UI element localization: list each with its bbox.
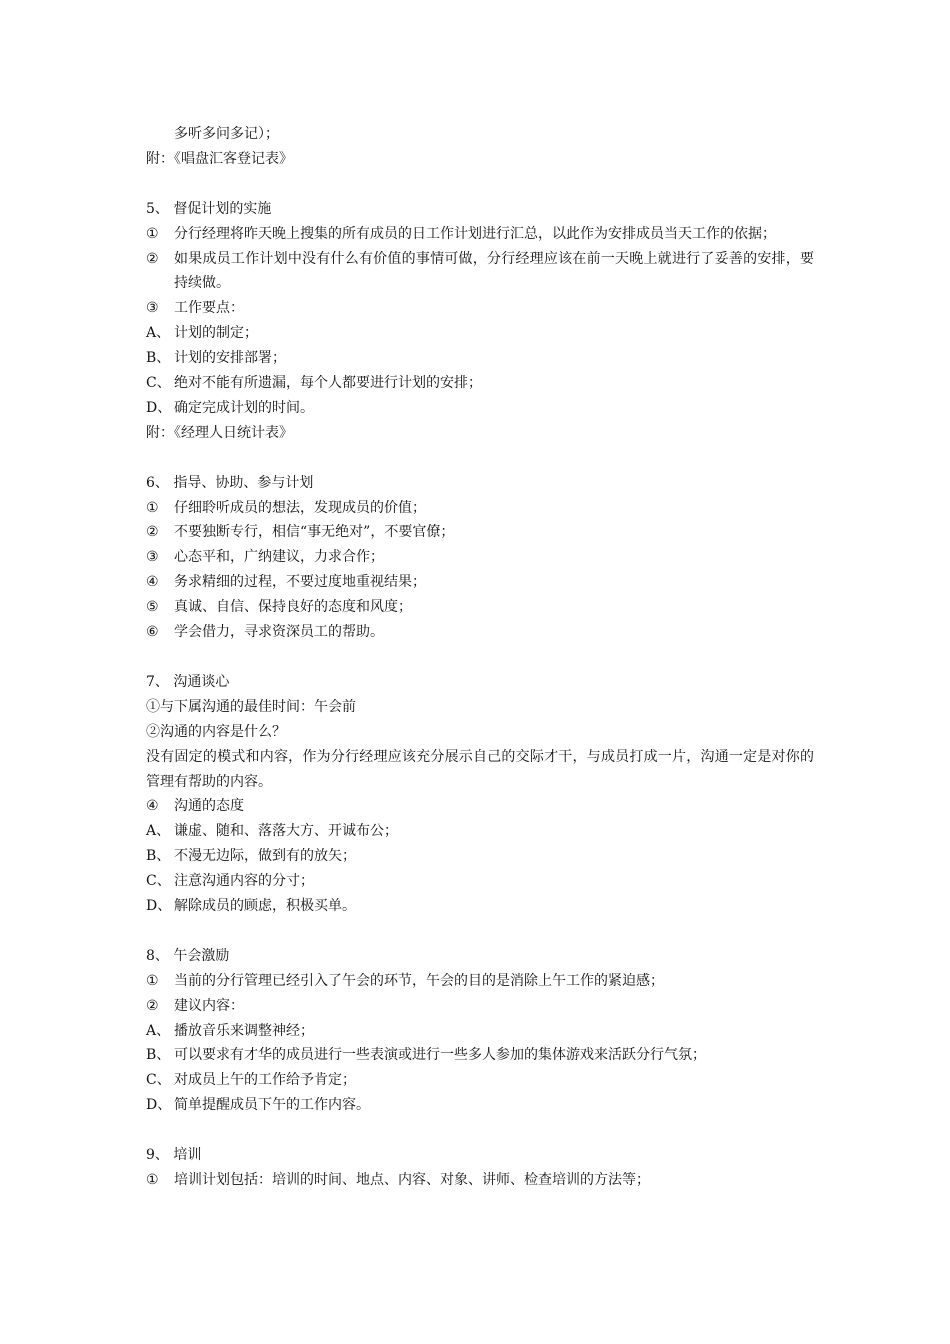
item-marker: ④: [146, 574, 159, 591]
item-marker: C、: [146, 873, 171, 890]
item-marker: D、: [146, 1097, 172, 1114]
item-text: 建议内容：: [174, 997, 244, 1014]
item-marker: ②: [146, 250, 159, 267]
list-item: [146, 520, 814, 545]
item-text: 当前的分行管理已经引入了午会的环节，午会的目的是消除上午工作的紧迫感；: [174, 972, 664, 989]
item-text: 计划的安排部署；: [174, 350, 286, 367]
continuation-line: 多听多问多记）；: [174, 126, 279, 142]
list-item: ①与下属沟通的最佳时间：午会前: [146, 698, 356, 715]
list-item: [146, 894, 814, 919]
item-text: 分行经理将昨天晚上搜集的所有成员的日工作计划进行汇总，以此作为安排成员当天工作的依据；: [174, 225, 776, 242]
item-marker: ①: [146, 499, 159, 516]
item-marker: C、: [146, 375, 171, 392]
section-8-heading: 8、 午会激励: [146, 947, 230, 964]
item-marker: ③: [146, 549, 159, 566]
list-item: [146, 969, 814, 994]
item-marker: ⑥: [146, 624, 159, 641]
item-marker: ①: [146, 972, 159, 989]
list-item: [146, 346, 814, 371]
list-item: [146, 570, 814, 595]
list-item: [146, 545, 814, 570]
item-text: 心态平和，广纳建议，力求合作；: [174, 549, 384, 566]
item-text: 对成员上午的工作给予肯定；: [174, 1072, 356, 1089]
attachment-note: 附：《唱盘汇客登记表》: [146, 150, 293, 167]
item-text: 学会借力，寻求资深员工的帮助。: [174, 624, 384, 641]
item-marker: D、: [146, 898, 172, 915]
list-item: [146, 1043, 814, 1068]
item-marker: D、: [146, 399, 172, 416]
item-text: 播放音乐来调整神经；: [174, 1022, 314, 1039]
attachment-note: 附：《经理人日统计表》: [146, 424, 293, 441]
list-item: [146, 1093, 814, 1118]
list-item: [146, 844, 814, 869]
item-text: 注意沟通内容的分寸；: [174, 873, 314, 890]
item-text: 绝对不能有所遗漏，每个人都要进行计划的安排；: [174, 375, 482, 392]
item-text: 计划的制定；: [174, 325, 258, 342]
item-marker: C、: [146, 1072, 171, 1089]
item-text: 确定完成计划的时间。: [174, 399, 314, 416]
item-text: 解除成员的顾虑，积极买单。: [174, 898, 356, 915]
item-marker: ②: [146, 524, 159, 541]
list-item: [146, 1019, 814, 1044]
item-marker: B、: [146, 1047, 171, 1064]
item-text: 如果成员工作计划中没有什么有价值的事情可做，分行经理应该在前一天晚上就进行了妥善的安排，要持续做。: [174, 250, 814, 292]
item-marker: B、: [146, 848, 171, 865]
list-item: [146, 794, 814, 819]
item-marker: ③: [146, 300, 159, 317]
list-item: [146, 396, 814, 421]
section-6-heading: 6、 指导、协助、参与计划: [146, 474, 314, 491]
list-item: [146, 595, 814, 620]
item-text: 谦虚、随和、落落大方、开诚布公；: [174, 823, 398, 840]
item-marker: A、: [146, 1022, 171, 1039]
section-5-heading: 5、 督促计划的实施: [146, 200, 272, 217]
item-marker: A、: [146, 325, 171, 342]
list-item: [146, 296, 814, 321]
section-9-heading: 9、 培训: [146, 1147, 202, 1164]
item-text: 工作要点：: [174, 300, 244, 317]
item-text: 简单提醒成员下午的工作内容。: [174, 1097, 370, 1114]
list-item: [146, 222, 814, 247]
list-item: [146, 994, 814, 1019]
item-text: 不漫无边际，做到有的放矢；: [174, 848, 356, 865]
item-text: 不要独断专行，相信“事无绝对”，不要官僚；: [174, 524, 455, 541]
item-marker: A、: [146, 823, 171, 840]
item-marker: ④: [146, 798, 159, 815]
list-item: ②沟通的内容是什么？: [146, 723, 286, 740]
document-body: [146, 122, 814, 1193]
item-text: 培训计划包括：培训的时间、地点、内容、对象、讲师、检查培训的方法等；: [174, 1171, 650, 1188]
item-marker: ①: [146, 1171, 159, 1188]
list-item: [146, 496, 814, 521]
item-marker: ⑤: [146, 599, 159, 616]
list-item: [146, 620, 814, 645]
list-item: [146, 371, 814, 396]
item-text: 沟通的态度: [174, 798, 244, 815]
section-7-heading: 7、 沟通谈心: [146, 673, 230, 690]
item-text: 可以要求有才华的成员进行一些表演或进行一些多人参加的集体游戏来活跃分行气氛；: [174, 1047, 706, 1064]
item-marker: ①: [146, 225, 159, 242]
list-item: [146, 869, 814, 894]
paragraph: 没有固定的模式和内容，作为分行经理应该充分展示自己的交际才干，与成员打成一片，沟通一定是对你的管理有帮助的内容。: [146, 748, 814, 790]
list-item: [146, 1068, 814, 1093]
item-text: 仔细聆听成员的想法，发现成员的价值；: [174, 499, 426, 516]
item-text: 务求精细的过程，不要过度地重视结果；: [174, 574, 426, 591]
item-marker: ②: [146, 997, 159, 1014]
item-text: 真诚、自信、保持良好的态度和风度；: [174, 599, 412, 616]
list-item: [146, 321, 814, 346]
list-item: [146, 1168, 814, 1193]
item-marker: B、: [146, 350, 171, 367]
list-item: [146, 247, 814, 297]
list-item: [146, 819, 814, 844]
